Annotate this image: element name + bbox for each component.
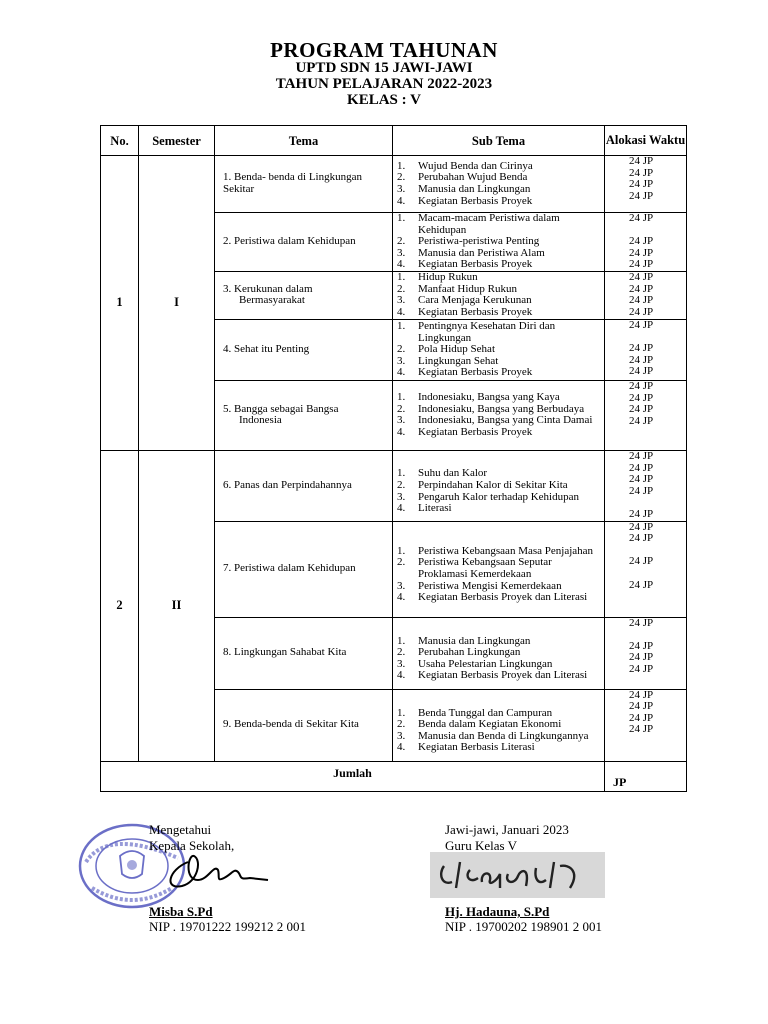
subtema-text: Hidup Rukun (418, 271, 478, 284)
subtema-number: 3. (397, 414, 406, 427)
semester-label: II (139, 450, 215, 761)
subtema-text: Manusia dan Lingkungan (418, 634, 531, 647)
subtema-item (397, 259, 602, 271)
alokasi-value: 24 JP (629, 294, 654, 307)
alokasi-value: 24 JP (629, 662, 654, 675)
subtema-text: Pola Hidup Sehat (418, 343, 495, 356)
tema-text: Bermasyarakat (239, 294, 305, 307)
subtema-item (397, 557, 602, 580)
subtema-number: 1. (397, 159, 406, 172)
subtema-number (397, 696, 418, 708)
tema-text: 2. Peristiwa dalam Kehidupan (223, 235, 356, 248)
subtema-number: 3. (397, 354, 406, 367)
alokasi-value: 24 JP (629, 403, 654, 416)
left-sig-line2: Kepala Sekolah, (149, 838, 235, 853)
subtema-cell (393, 450, 605, 521)
subtema-text: Kegiatan Berbasis Proyek (418, 426, 533, 439)
subtema-item (397, 196, 602, 208)
col-tema: Tema (215, 126, 393, 156)
subtema-text: Kegiatan Berbasis Proyek dan Literasi (418, 591, 588, 604)
tema-text: 6. Panas dan Perpindahannya (223, 478, 352, 491)
tema-text: 4. Sehat itu Penting (223, 343, 310, 356)
subtema-text: Indonesiaku, Bangsa yang Kaya (418, 391, 560, 404)
subtema-text: Benda Tunggal dan Campuran (418, 706, 553, 719)
subtema-text: Usaha Pelestarian Lingkungan (418, 657, 553, 670)
right-sig-line1: Jawi-jawi, Januari 2023 (445, 822, 569, 837)
subtema-item (397, 213, 602, 236)
alokasi-value: 24 JP (629, 555, 654, 568)
subtema-cell (393, 521, 605, 617)
alokasi-value: 24 JP (629, 616, 654, 629)
school-name: UPTD SDN 15 JAWI-JAWI (295, 60, 473, 76)
alokasi-value: 24 JP (629, 532, 654, 545)
subtema-number: 1. (397, 634, 406, 647)
alokasi-value: 24 JP (629, 365, 654, 378)
subtema-item (397, 696, 602, 708)
subtema-text: Kegiatan Berbasis Proyek (418, 306, 533, 319)
alokasi-value (629, 568, 686, 580)
subtema-text: Indonesiaku, Bangsa yang Cinta Damai (418, 414, 593, 427)
tema-cell (215, 213, 393, 272)
alokasi-value: 24 JP (629, 461, 654, 474)
alokasi-value: 24 JP (629, 305, 654, 318)
alokasi-value: 24 JP (629, 723, 654, 736)
subtema-text: Peristiwa Kebangsaan Masa Penjajahan (418, 544, 594, 557)
subtema-number: 2. (397, 282, 406, 295)
subtema-number: 2. (397, 718, 406, 731)
subtema-number: 1. (397, 544, 406, 557)
subtema-number: 4. (397, 366, 406, 379)
subtema-number: 4. (397, 502, 406, 515)
subtema-text: Pentingnya Kesehatan Diri dan Lingkungan (418, 319, 556, 344)
alokasi-value: 24 JP (629, 353, 654, 366)
teacher-nip: NIP . 19700202 198901 2 001 (445, 919, 602, 934)
alokasi-value: 24 JP (629, 507, 654, 520)
col-no: No. (101, 126, 139, 156)
subtema-cell (393, 380, 605, 450)
subtema-text: Perpindahan Kalor di Sekitar Kita (418, 478, 568, 491)
alokasi-value: 24 JP (629, 473, 654, 486)
alokasi-value: 24 JP (629, 711, 654, 724)
teacher-name: Hj. Hadauna, S.Pd (445, 904, 550, 919)
subtema-number (397, 624, 418, 636)
subtema-number: 4. (397, 306, 406, 319)
subtema-number: 1. (397, 212, 406, 224)
subtema-number: 4. (397, 194, 406, 207)
alokasi-cell (605, 271, 687, 319)
subtema-number: 2. (397, 646, 406, 659)
subtema-number: 1. (397, 319, 406, 332)
alokasi-value: 24 JP (629, 282, 654, 295)
subtema-number: 2. (397, 171, 406, 184)
right-sig-line2: Guru Kelas V (445, 838, 517, 853)
subtema-text: Benda dalam Kegiatan Ekonomi (418, 718, 562, 731)
subtema-number: 3. (397, 183, 406, 195)
subtema-text: Cara Menjaga Kerukunan (418, 294, 532, 307)
subtema-item (397, 427, 602, 439)
subtema-item (397, 592, 602, 604)
program-table (100, 125, 687, 792)
subtema-text: Kegiatan Berbasis Proyek (418, 258, 533, 271)
subtema-number: 3. (397, 579, 406, 592)
semester-number: 2 (101, 450, 139, 761)
tema-text: 5. Bangga sebagai Bangsa (223, 402, 339, 415)
tema-cell (215, 521, 393, 617)
alokasi-value: 24 JP (629, 318, 654, 331)
subtema-number: 3. (397, 246, 406, 259)
subtema-number: 1. (397, 391, 406, 404)
alokasi-cell (605, 380, 687, 450)
subtema-text: Wujud Benda dan Cirinya (418, 159, 533, 172)
subtema-number: 1. (397, 467, 406, 480)
subtema-text: Peristiwa-peristiwa Penting (418, 235, 540, 248)
alokasi-value: 24 JP (629, 258, 654, 271)
tema-cell (215, 271, 393, 319)
tema-cell (215, 689, 393, 761)
subtema-item (397, 321, 602, 344)
tema-text: Indonesia (239, 414, 282, 427)
alokasi-value: 24 JP (629, 484, 654, 497)
table-row (101, 450, 687, 521)
subtema-text: Pengaruh Kalor terhadap Kehidupan (418, 490, 579, 503)
subtema-item (397, 480, 602, 492)
alokasi-cell (605, 689, 687, 761)
subtema-text: Literasi (418, 502, 452, 515)
jumlah-label: Jumlah (101, 761, 605, 791)
alokasi-value: 24 JP (629, 578, 654, 591)
tema-cell (215, 156, 393, 213)
subtema-number: 2. (397, 556, 406, 569)
subtema-text: Manusia dan Lingkungan (418, 183, 531, 195)
alokasi-value: 24 JP (629, 449, 654, 462)
subtema-number: 3. (397, 729, 406, 742)
alokasi-value: 24 JP (629, 639, 654, 652)
tema-cell (215, 380, 393, 450)
headmaster-nip: NIP . 19701222 199212 2 001 (149, 919, 306, 934)
subtema-text: Manusia dan Benda di Lingkungannya (418, 729, 589, 742)
teacher-signature-icon (430, 852, 605, 898)
tema-text: 7. Peristiwa dalam Kehidupan (223, 562, 356, 575)
subtema-item (397, 367, 602, 379)
semester-number: 1 (101, 156, 139, 451)
subtema-text: Indonesiaku, Bangsa yang Berbudaya (418, 402, 585, 415)
subtema-item (397, 624, 602, 636)
subtema-item (397, 503, 602, 515)
subtema-text: Macam-macam Peristiwa dalam Kehidupan (418, 212, 560, 236)
subtema-text (418, 696, 602, 708)
alokasi-value: 24 JP (629, 520, 654, 533)
tema-text: 3. Kerukunan dalam (223, 282, 313, 295)
subtema-number: 2. (397, 402, 406, 415)
subtema-text: Kegiatan Berbasis Proyek (418, 366, 533, 379)
alokasi-value: 24 JP (629, 246, 654, 259)
alokasi-value: 24 JP (629, 235, 654, 248)
subtema-text: Peristiwa Mengisi Kemerdekaan (418, 579, 562, 592)
table-header-row (101, 126, 687, 156)
jumlah-row (101, 761, 687, 791)
table-row (101, 156, 687, 213)
subtema-number: 4. (397, 591, 406, 604)
subtema-item (397, 307, 602, 319)
alokasi-value: 24 JP (629, 688, 654, 701)
left-sig-line1: Mengetahui (149, 822, 212, 837)
subtema-cell (393, 271, 605, 319)
subtema-text: Manfaat Hidup Rukun (418, 282, 517, 295)
headmaster-signature-icon (158, 850, 270, 896)
alokasi-value: 24 JP (629, 391, 654, 404)
subtema-cell (393, 156, 605, 213)
subtema-number: 2. (397, 235, 406, 248)
subtema-text: Perubahan Lingkungan (418, 646, 521, 659)
alokasi-value: 24 JP (629, 212, 654, 224)
tema-text: 9. Benda-benda di Sekitar Kita (223, 718, 359, 731)
subtema-text: Kegiatan Berbasis Proyek (418, 194, 533, 207)
alokasi-value: 24 JP (629, 155, 654, 167)
subtema-number: 3. (397, 490, 406, 503)
subtema-text: Kegiatan Berbasis Proyek dan Literasi (418, 669, 588, 682)
col-alokasi: Alokasi Waktu (605, 126, 687, 156)
tema-cell (215, 617, 393, 689)
alokasi-cell (605, 450, 687, 521)
tema-text: 8. Lingkungan Sahabat Kita (223, 646, 347, 659)
alokasi-value: 24 JP (629, 379, 654, 392)
col-subtema: Sub Tema (393, 126, 605, 156)
subtema-number: 4. (397, 741, 406, 754)
subtema-number: 2. (397, 478, 406, 491)
tema-cell (215, 319, 393, 380)
subtema-number: 3. (397, 657, 406, 670)
alokasi-value: 24 JP (629, 166, 654, 179)
headmaster-name: Misba S.Pd (149, 904, 213, 919)
alokasi-value: 24 JP (629, 700, 654, 713)
alokasi-cell (605, 617, 687, 689)
subtema-text: Peristiwa Kebangsaan Seputar Proklamasi Kemerdekaan (418, 556, 552, 581)
subtema-number: 4. (397, 669, 406, 682)
tema-text: Sekitar (223, 183, 255, 195)
subtema-item (397, 184, 602, 196)
alokasi-cell (605, 156, 687, 213)
subtema-text: Kegiatan Berbasis Literasi (418, 741, 535, 754)
col-semester: Semester (139, 126, 215, 156)
subtema-text: Perubahan Wujud Benda (418, 171, 528, 184)
class-label: KELAS : V (347, 92, 421, 108)
subtema-number: 1. (397, 706, 406, 719)
subtema-cell (393, 689, 605, 761)
subtema-number: 3. (397, 294, 406, 307)
subtema-cell (393, 617, 605, 689)
subtema-number: 2. (397, 343, 406, 356)
subtema-number: 4. (397, 426, 406, 439)
subtema-item (397, 670, 602, 682)
subtema-text: Manusia dan Peristiwa Alam (418, 246, 545, 259)
subtema-text: Suhu dan Kalor (418, 467, 488, 480)
subtema-number: 4. (397, 258, 406, 271)
alokasi-value: 24 JP (629, 178, 654, 191)
semester-label: I (139, 156, 215, 451)
alokasi-cell (605, 213, 687, 272)
alokasi-value (629, 629, 686, 641)
tema-cell (215, 450, 393, 521)
alokasi-value: 24 JP (629, 414, 654, 427)
alokasi-cell (605, 319, 687, 380)
subtema-cell (393, 319, 605, 380)
document-title: PROGRAM TAHUNAN (270, 38, 498, 62)
tema-text: 1. Benda- benda di Lingkungan (223, 171, 362, 184)
subtema-number: 1. (397, 271, 406, 284)
alokasi-value: 24 JP (629, 270, 654, 283)
subtema-text (418, 624, 602, 636)
subtema-cell (393, 213, 605, 272)
jumlah-value: JP (605, 761, 687, 791)
alokasi-value: 24 JP (629, 342, 654, 355)
alokasi-value: 24 JP (629, 651, 654, 664)
alokasi-value: 24 JP (629, 189, 654, 202)
alokasi-cell (605, 521, 687, 617)
subtema-item (397, 742, 602, 754)
school-year: TAHUN PELAJARAN 2022-2023 (275, 76, 493, 92)
subtema-text: Lingkungan Sehat (418, 354, 499, 367)
